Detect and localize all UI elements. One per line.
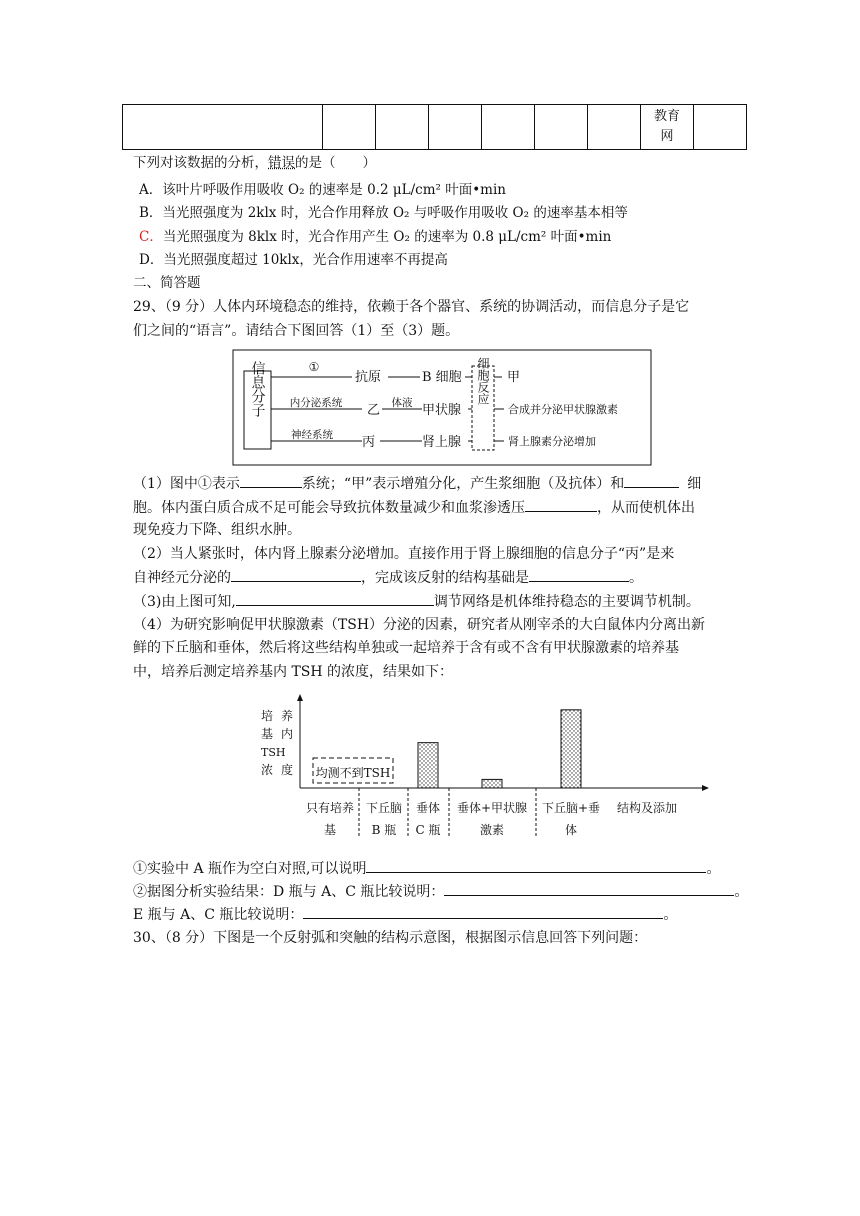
category-label-e2: 体 <box>564 823 578 837</box>
q29-answer-1: ①实验中 A 瓶作为空白对照,可以说明 。 <box>133 858 720 879</box>
table-cell <box>376 105 429 150</box>
table-cell <box>323 105 376 150</box>
q29-part1-line1: （1）图中①表示 系统；“甲”表示增殖分化，产生浆细胞（及抗体）和 细 <box>133 473 701 494</box>
q28-option-a: A．该叶片呼吸作用吸收 O₂ 的速率是 0.2 μL/cm² 叶面•min <box>139 182 506 198</box>
signal-molecule-diagram <box>232 349 652 467</box>
q29-part4-line1: （4）为研究影响促甲状腺激素（TSH）分泌的因素，研究者从刚宰杀的大白鼠体内分离出新 <box>133 617 706 633</box>
option-c-letter: C． <box>139 229 163 245</box>
thyroid-label: 甲状腺 <box>422 403 462 418</box>
category-label-a: 只有培养 <box>305 801 355 815</box>
table-cell-label: 教育 网 <box>641 105 694 150</box>
q29-part2-line1: （2）当人紧张时，体内肾上腺素分泌增加。直接作用于肾上腺细胞的信息分子“丙”是来 <box>133 546 675 562</box>
yi-label: 乙 <box>367 403 381 418</box>
y-axis-arrow <box>297 694 303 701</box>
category-label-d2: 激素 <box>479 823 505 837</box>
category-label-d: 垂体+甲状腺 <box>456 801 528 815</box>
q29-part3: （3)由上图可知, 调节网络是机体维持稳态的主要调节机制。 <box>133 591 700 612</box>
blank[interactable] <box>231 567 361 582</box>
q29-intro-2: 们之间的“语言”。请结合下图回答（1）至（3）题。 <box>133 323 460 339</box>
jia-label: 甲 <box>507 370 521 385</box>
category-label-e: 下丘脑+垂 <box>541 801 601 815</box>
bar-4 <box>561 710 581 788</box>
q29-answer-3: E 瓶与 A、C 瓶比较说明： 。 <box>133 904 677 925</box>
x-axis-title: 结构及添加 <box>617 801 678 815</box>
category-label-a2: 基 <box>323 823 337 837</box>
table-cell <box>123 105 323 150</box>
q29-part1-line2: 胞。体内蛋白质合成不足可能会导致抗体数量减少和血浆渗透压 ，从而使机体出 <box>133 497 695 518</box>
table-cell <box>535 105 588 150</box>
circle-one-label: ① <box>308 360 320 374</box>
cell-response-label: 细胞反应 <box>476 357 490 405</box>
blank[interactable] <box>303 904 663 919</box>
q29-answer-2: ②据图分析实验结果：D 瓶与 A、C 瓶比较说明： 。 <box>133 881 748 902</box>
q29-part1-line3: 现免疫力下降、组织水肿。 <box>133 522 301 538</box>
annotation-label: 均测不到TSH <box>315 766 391 780</box>
svg-text:培: 培 <box>261 709 274 723</box>
svg-text:TSH: TSH <box>261 746 286 759</box>
table-cell <box>588 105 641 150</box>
category-label-b2: B 瓶 <box>371 823 397 837</box>
q28-option-c: C．当光照强度为 8klx 时，光合作用产生 O₂ 的速率为 0.8 μL/cm² 叶面•min <box>139 229 612 245</box>
antigen-label: 抗原 <box>355 370 382 385</box>
data-table-continuation <box>122 104 747 150</box>
blank[interactable] <box>525 497 597 512</box>
category-label-c2: C 瓶 <box>415 823 441 837</box>
q29-part4-line2: 鲜的下丘脑和垂体，然后将这些结构单独或一起培养于含有或不含有甲状腺激素的培养基 <box>133 640 679 656</box>
category-labels <box>306 800 600 837</box>
svg-text:养: 养 <box>281 709 294 723</box>
y-axis-label <box>261 709 293 777</box>
category-label-c: 垂体 <box>415 801 441 815</box>
svg-text:基: 基 <box>261 727 274 741</box>
thyroid-output-label: 合成并分泌甲状腺激素 <box>508 403 618 416</box>
bcell-label: B 细胞 <box>422 370 462 385</box>
svg-text:内: 内 <box>281 727 294 741</box>
table-cell <box>429 105 482 150</box>
blank[interactable] <box>624 473 679 488</box>
svg-text:浓: 浓 <box>261 763 274 777</box>
svg-text:度: 度 <box>281 763 294 777</box>
blank[interactable] <box>236 591 434 606</box>
q29-part4-line3: 中，培养后测定培养基内 TSH 的浓度，结果如下： <box>133 664 454 680</box>
source-label: 信息分子 <box>249 361 266 417</box>
table-cell <box>694 105 747 150</box>
q30-stem: 30、（8 分）下图是一个反射弧和突触的结构示意图，根据图示信息回答下列问题： <box>133 930 648 946</box>
nervous-system-label: 神经系统 <box>291 429 333 441</box>
q28-option-d: D．当光照强度超过 10klx，光合作用速率不再提高 <box>139 252 448 268</box>
adrenal-label: 肾上腺 <box>422 435 462 450</box>
bar-2 <box>418 743 438 788</box>
q29-intro-1: 29、（9 分）人体内环境稳态的维持，依赖于各个器官、系统的协调活动，而信息分子是它 <box>133 299 690 315</box>
tsh-bar-chart <box>255 692 710 840</box>
blank[interactable] <box>444 881 734 896</box>
x-axis-arrow <box>702 785 709 791</box>
section-title: 二、简答题 <box>133 275 201 291</box>
q28-option-b: B．当光照强度为 2klx 时，光合作用释放 O₂ 与呼吸作用吸收 O₂ 的速率基本相等 <box>139 205 628 221</box>
bar-3 <box>482 779 502 788</box>
q28-stem: 下列对该数据的分析，错误的是（ ） <box>133 155 376 171</box>
body-fluid-label: 体液 <box>391 397 413 409</box>
blank[interactable] <box>240 473 302 488</box>
blank[interactable] <box>529 567 629 582</box>
bing-label: 丙 <box>362 435 376 450</box>
q29-part2-line2: 自神经元分泌的 ，完成该反射的结构基础是 。 <box>133 567 643 588</box>
adrenal-output-label: 肾上腺素分泌增加 <box>508 435 596 448</box>
category-label-b: 下丘脑 <box>365 801 403 815</box>
blank[interactable] <box>366 858 706 873</box>
endocrine-label: 内分泌系统 <box>289 397 343 409</box>
table-cell <box>482 105 535 150</box>
